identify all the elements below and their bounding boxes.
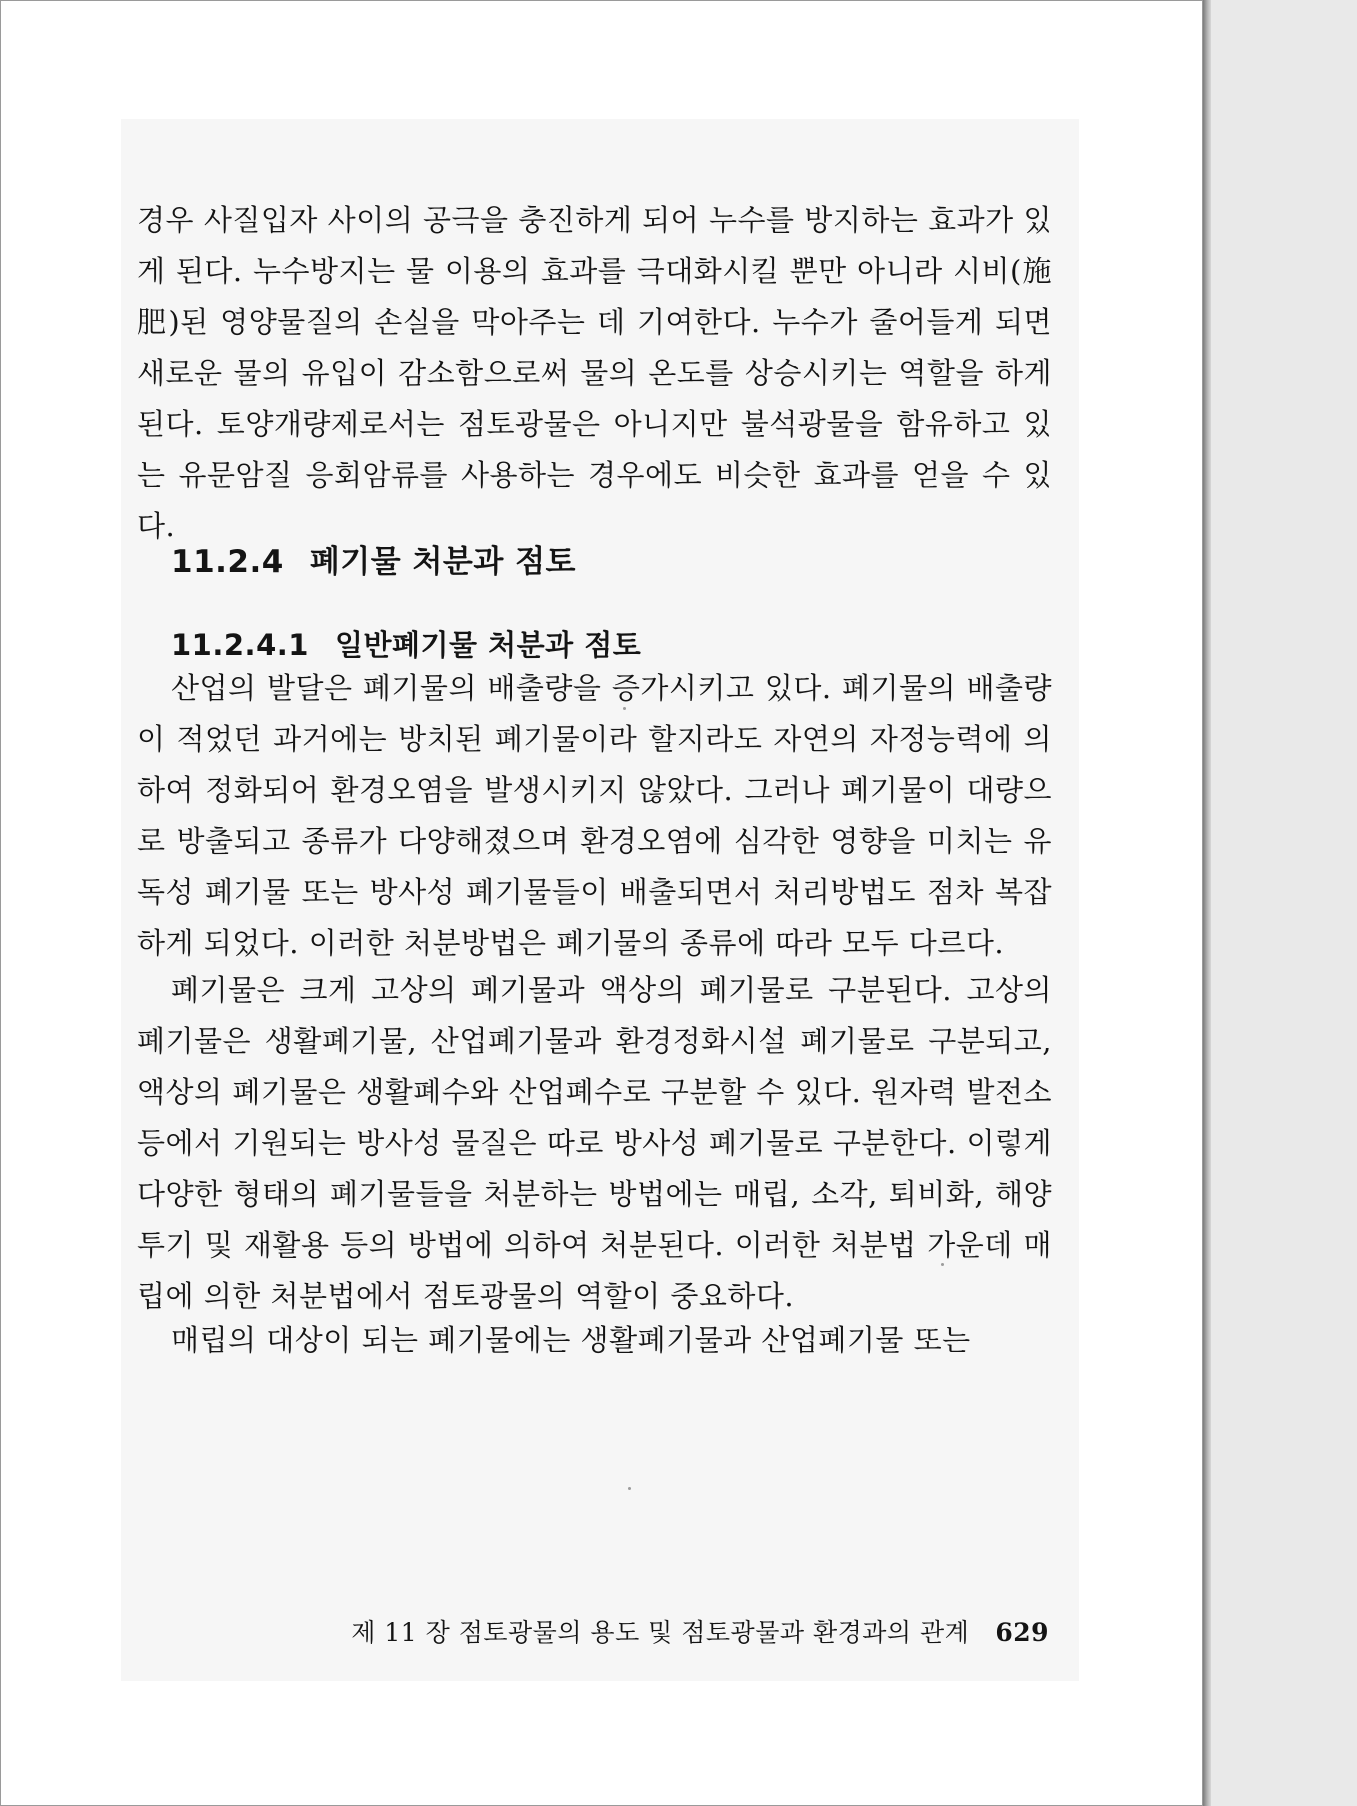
running-footer <box>137 1613 1049 1649</box>
page-number: 629 <box>995 1618 1049 1647</box>
section-number: 11.2.4 <box>171 544 284 580</box>
section-title: 폐기물 처분과 점토 <box>309 544 576 580</box>
subsection-title: 일반폐기물 처분과 점토 <box>334 628 642 662</box>
body-paragraph-1: 경우 사질입자 사이의 공극을 충진하게 되어 누수를 방지하는 효과가 있게 된다. 누수방지는 물 이용의 효과를 극대화시킬 뿐만 아니라 시비(施肥)된 영양물질의 손실을 막아주는 데 기여한다. 누수가 줄어들게 되면 새로운 물의 유입이 감소함으로써 물의 온도를 상승시키는 역할을 하게 된다. 토양개량제로서는 점토광물은 아니지만 불석광물을 함유하고 있는 유문암질 응회암류를 사용하는 경우에도 비슷한 효과를 얻을 수 있다. <box>137 203 1052 543</box>
page-edge-shadow <box>1203 0 1211 1806</box>
footer-chapter-title: 제 11 장 점토광물의 용도 및 점토광물과 환경과의 관계 <box>351 1618 970 1647</box>
section-heading <box>171 536 576 581</box>
scan-speck <box>628 1487 631 1490</box>
subsection-heading <box>171 623 641 664</box>
subsection-number: 11.2.4.1 <box>171 628 309 662</box>
scan-speck <box>623 707 626 710</box>
viewer-background <box>1211 0 1357 1806</box>
body-paragraph-4: 매립의 대상이 되는 폐기물에는 생활폐기물과 산업폐기물 또는 <box>171 1323 971 1357</box>
scan-speck <box>941 1263 944 1266</box>
body-paragraph-3: 폐기물은 크게 고상의 폐기물과 액상의 폐기물로 구분된다. 고상의 폐기물은 생활폐기물, 산업폐기물과 환경정화시설 폐기물로 구분되고, 액상의 폐기물은 생활폐수와 산업폐수로 구분할 수 있다. 원자력 발전소 등에서 기원되는 방사성 물질은 따로 방사성 폐기물로 구분한다. 이렇게 다양한 형태의 폐기물들을 처분하는 방법에는 매립, 소각, 퇴비화, 해양투기 및 재활용 등의 방법에 의하여 처분된다. 이러한 처분법 가운데 매립에 의한 처분법에서 점토광물의 역할이 중요하다. <box>137 973 1052 1313</box>
body-paragraph-2: 산업의 발달은 폐기물의 배출량을 증가시키고 있다. 폐기물의 배출량이 적었던 과거에는 방치된 폐기물이라 할지라도 자연의 자정능력에 의하여 정화되어 환경오염을 발생시키지 않았다. 그러나 폐기물이 대량으로 방출되고 종류가 다양해졌으며 환경오염에 심각한 영향을 미치는 유독성 폐기물 또는 방사성 폐기물들이 배출되면서 처리방법도 점차 복잡하게 되었다. 이러한 처분방법은 폐기물의 종류에 따라 모두 다르다. <box>137 671 1052 960</box>
